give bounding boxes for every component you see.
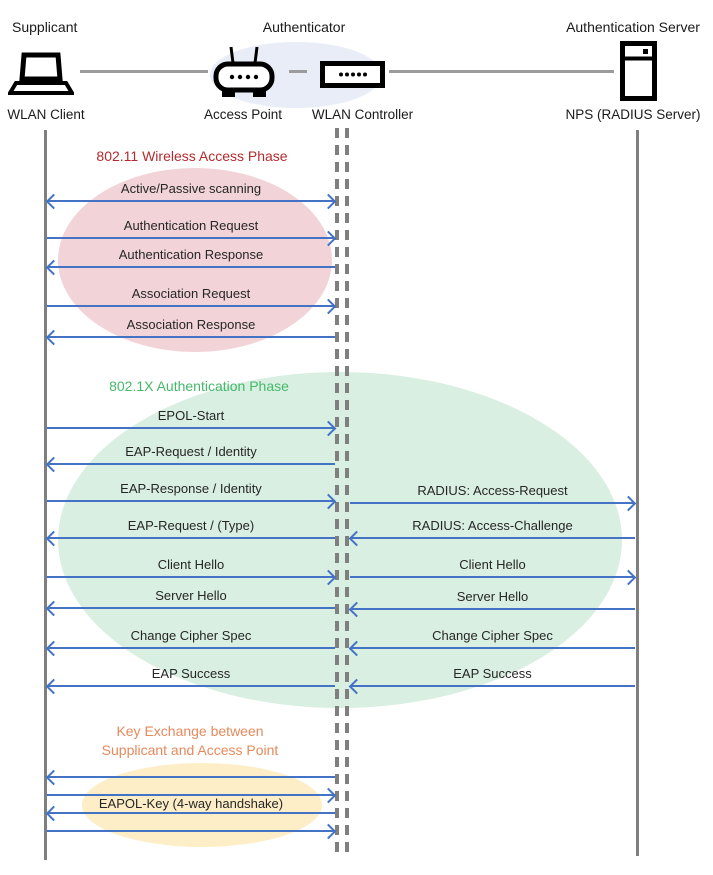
lifeline-wlan-controller-dashed <box>335 128 339 852</box>
phase-title-key-exchange-line1: Key Exchange between <box>116 723 264 739</box>
message-label: Authentication Request <box>123 218 259 233</box>
phase-title-key-exchange <box>50 722 330 760</box>
phase-title-wireless-access: 802.11 Wireless Access Phase <box>96 148 288 164</box>
device-label-nps-radius-server: NPS (RADIUS Server) <box>565 107 701 122</box>
connector-line <box>389 70 614 73</box>
message-arrow <box>47 647 335 649</box>
message-label: EAP Success <box>453 666 532 681</box>
device-label-access-point: Access Point <box>203 107 283 122</box>
message-label: EAP-Request / Identity <box>125 444 257 459</box>
message-label: RADIUS: Access-Request <box>417 483 568 498</box>
server-icon <box>620 41 657 106</box>
laptop-icon <box>8 52 74 102</box>
message-arrow <box>47 685 335 687</box>
message-arrow <box>47 463 335 465</box>
message-arrow <box>47 500 335 502</box>
message-label: EAP-Response / Identity <box>120 481 262 496</box>
message-label: RADIUS: Access-Challenge <box>412 518 573 533</box>
message-arrow <box>47 776 335 778</box>
role-label-authenticator: Authenticator <box>262 19 346 35</box>
message-label: EAP Success <box>151 666 231 681</box>
lifeline-nps-server <box>636 130 639 856</box>
role-label-supplicant: Supplicant <box>12 19 78 35</box>
message-label: Association Response <box>126 317 256 332</box>
wlan-controller-icon <box>320 61 385 93</box>
message-arrow <box>350 502 635 504</box>
connector-line <box>80 70 208 73</box>
device-label-wlan-controller: WLAN Controller <box>311 107 414 122</box>
message-label: Association Request <box>131 286 251 301</box>
message-arrow <box>47 427 335 429</box>
message-arrow <box>47 607 335 609</box>
message-arrow <box>47 266 335 268</box>
device-label-wlan-client: WLAN Client <box>7 107 85 122</box>
message-arrow <box>350 537 635 539</box>
lifeline-wlan-controller-dashed <box>345 128 349 852</box>
message-label: Client Hello <box>459 557 526 572</box>
message-label: Change Cipher Spec <box>432 628 553 643</box>
message-arrow <box>350 685 635 687</box>
message-label: Active/Passive scanning <box>120 181 262 196</box>
role-label-authentication-server: Authentication Server <box>566 19 700 35</box>
message-label: EAPOL-Key (4-way handshake) <box>98 796 284 811</box>
connector-line <box>289 70 307 73</box>
message-arrow <box>47 576 335 578</box>
message-arrow <box>350 647 635 649</box>
access-point-icon <box>210 45 278 106</box>
message-label: EAP-Request / (Type) <box>127 518 255 533</box>
message-arrow <box>47 336 335 338</box>
message-label: Server Hello <box>456 589 529 604</box>
message-arrow <box>350 608 635 610</box>
message-arrow <box>47 537 335 539</box>
message-arrow <box>47 830 335 832</box>
message-arrow <box>47 305 335 307</box>
phase-title-authentication: 802.1X Authentication Phase <box>109 378 289 394</box>
message-label: EPOL-Start <box>157 408 225 423</box>
message-arrow <box>47 200 335 202</box>
message-label: Change Cipher Spec <box>130 628 252 643</box>
message-label: Server Hello <box>155 588 227 603</box>
phase-title-key-exchange-line2: Supplicant and Access Point <box>101 742 279 758</box>
message-arrow <box>350 576 635 578</box>
message-label: Authentication Response <box>118 247 264 262</box>
message-label: Client Hello <box>157 557 225 572</box>
message-arrow <box>47 812 335 814</box>
message-arrow <box>47 237 335 239</box>
